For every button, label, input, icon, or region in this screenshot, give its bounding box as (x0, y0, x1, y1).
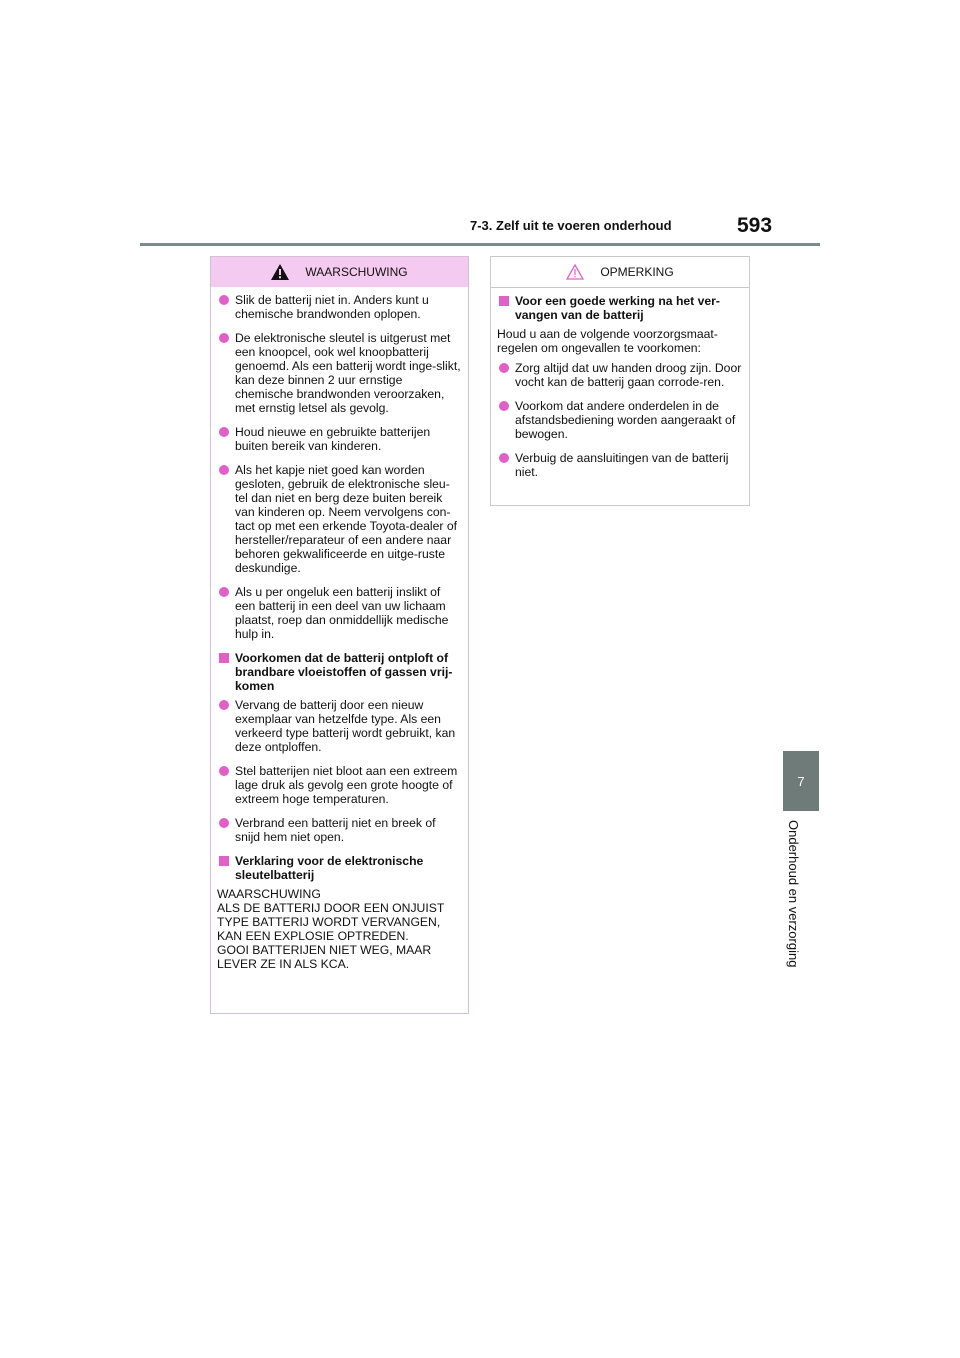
list-item: Voorkom dat andere onderdelen in de afstandsbediening worden aangeraakt of bewogen. (497, 399, 743, 441)
bullet-dot-icon (219, 427, 229, 437)
warning-title: WAARSCHUWING (305, 265, 408, 279)
header-divider (140, 243, 820, 246)
section-title: 7-3. Zelf uit te voeren onderhoud (470, 218, 672, 233)
bullet-dot-icon (219, 766, 229, 776)
bullet-dot-icon (499, 401, 509, 411)
list-item: Als het kapje niet goed kan worden gesloten, gebruik de elektronische sleu-tel dan niet en berg deze buiten bereik van kinderen op. Neem vervolgens con-tact op met een erkende Toyota-dealer of hersteller/reparateur of een andere naar behoren gekwalificeerde en uitge-ruste deskundige. (217, 463, 462, 575)
subheading: Voor een goede werking na het ver-vangen van de batterij (497, 294, 743, 322)
list-item: Verbuig de aansluitingen van de batterij niet. (497, 451, 743, 479)
warning-header (211, 257, 468, 287)
subheading: Voorkomen dat de batterij ontploft of brandbare vloeistoffen of gassen vrij-komen (217, 651, 462, 693)
list-item: Als u per ongeluk een batterij inslikt of een batterij in een deel van uw lichaam plaatst, roep dan onmiddellijk medische hulp in. (217, 585, 462, 641)
bullet-dot-icon (219, 465, 229, 475)
list-item: Zorg altijd dat uw handen droog zijn. Door vocht kan de batterij gaan corrode-ren. (497, 361, 743, 389)
list-item: De elektronische sleutel is uitgerust met een knoopcel, ook wel knoopbatterij genoemd. Als een batterij wordt inge-slikt, kan deze binnen 2 uur ernstige chemische brandwonden veroorzaken, met ernstig letsel als gevolg. (217, 331, 462, 415)
bullet-dot-icon (219, 295, 229, 305)
bullet-dot-icon (219, 818, 229, 828)
chapter-number: 7 (797, 773, 805, 789)
warning-box (210, 256, 469, 1014)
list-item: Houd nieuwe en gebruikte batterijen buiten bereik van kinderen. (217, 425, 462, 453)
list-item: Vervang de batterij door een nieuw exemplaar van hetzelfde type. Als een verkeerd type batterij wordt gebruikt, kan deze ontploffen. (217, 698, 462, 754)
list-item: Stel batterijen niet bloot aan een extreem lage druk als gevolg een grote hoogte of extreem hoge temperaturen. (217, 764, 462, 806)
bullet-dot-icon (499, 453, 509, 463)
subheading: Verklaring voor de elektronische sleutelbatterij (217, 854, 462, 882)
statement-line: GOOI BATTERIJEN NIET WEG, MAAR LEVER ZE IN ALS KCA. (217, 943, 432, 971)
bullet-dot-icon (219, 587, 229, 597)
chapter-tab (783, 751, 819, 811)
page-number: 593 (737, 214, 773, 237)
note-header (491, 257, 749, 288)
square-bullet-icon (219, 856, 229, 866)
bullet-dot-icon (499, 363, 509, 373)
note-title: OPMERKING (600, 265, 674, 279)
note-box (490, 256, 750, 506)
caution-triangle-outline-icon (566, 264, 584, 280)
statement-line: WAARSCHUWING (217, 887, 321, 901)
intro-text: Houd u aan de volgende voorzorgsmaat-regelen om ongevallen te voorkomen: (497, 327, 718, 355)
battery-statement (217, 887, 462, 971)
list-item: Slik de batterij niet in. Anders kunt u chemische brandwonden oplopen. (217, 293, 462, 321)
bullet-dot-icon (219, 700, 229, 710)
chapter-title: Onderhoud en verzorging (786, 820, 801, 968)
warning-triangle-icon (271, 264, 289, 280)
square-bullet-icon (219, 653, 229, 663)
statement-line: ALS DE BATTERIJ DOOR EEN ONJUIST TYPE BATTERIJ WORDT VERVANGEN, KAN EEN EXPLOSIE OPTREDEN. (217, 901, 445, 943)
square-bullet-icon (499, 296, 509, 306)
bullet-dot-icon (219, 333, 229, 343)
list-item: Verbrand een batterij niet en breek of snijd hem niet open. (217, 816, 462, 844)
